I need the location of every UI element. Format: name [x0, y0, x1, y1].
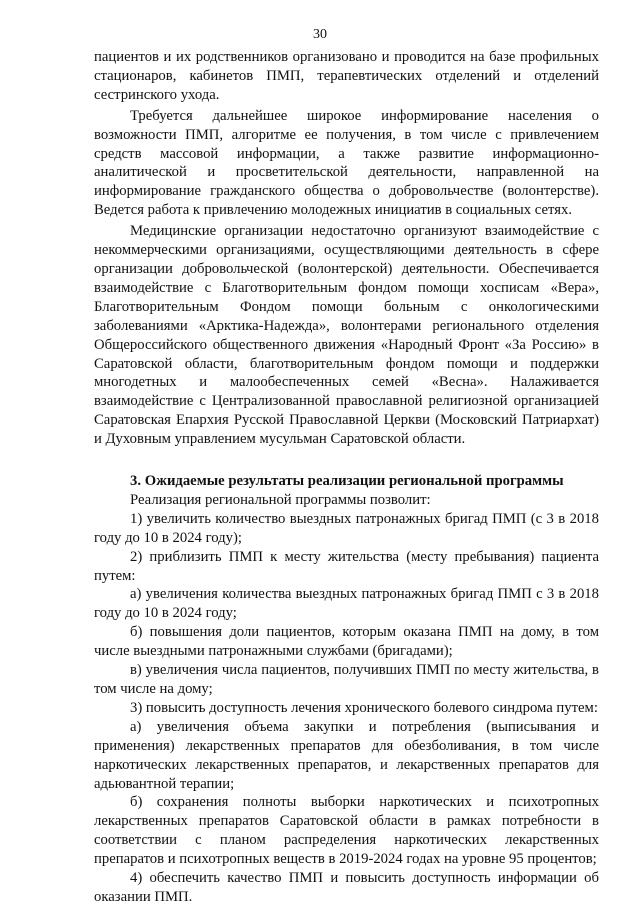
- list-item: 2) приблизить ПМП к месту жительства (месту пребывания) пациента путем:: [94, 548, 599, 584]
- page-number: 30: [313, 27, 327, 42]
- list-subitem: б) сохранения полноты выборки наркотических и психотропных лекарственных препаратов Саратовской области в рамках потребности в соответствии с планом распределения наркотических лекарственных препаратов и психотропных веществ в 2019-2024 годах на уровне 95 процентов;: [94, 794, 599, 868]
- paragraph-continuation: пациентов и их родственников организовано и проводится на базе профильных стационаров, кабинетов ПМП, терапевтических отделений и отделений сестринского ухода.: [94, 49, 599, 103]
- list-item: 1) увеличить количество выездных патронажных бригад ПМП (с 3 в 2018 году до 10 в 2024 году);: [94, 510, 599, 546]
- list-subitem: в) увеличения числа пациентов, получивших ПМП по месту жительства, в том числе на дому;: [94, 662, 599, 697]
- page-body: [94, 48, 599, 907]
- paragraph-informing: Требуется дальнейшее широкое информирование населения о возможности ПМП, алгоритме ее получения, в том числе с привлечением средств массовой информации, а также развитие информационно-аналитической и просветительской деятельности, направленной на информирование гражданского общества о добровольчестве (волонтерстве). Ведется работа к привлечению молодежных инициатив в социальных сетях.: [94, 107, 599, 219]
- list-subitem: а) увеличения количества выездных патронажных бригад ПМП с 3 в 2018 году до 10 в 2024 году;: [94, 586, 599, 622]
- list-subitem: а) увеличения объема закупки и потребления (выписывания и применения) лекарственных препаратов для обезболивания, в том числе наркотических лекарственных препаратов, и лекарственных препаратов для адьювантной терапии;: [94, 718, 599, 792]
- list-intro: Реализация региональной программы позволит:: [130, 491, 431, 508]
- paragraph-cooperation: Медицинские организации недостаточно организуют взаимодействие с некоммерческими организациями, осуществляющими деятельность в сфере организации добровольческой (волонтерской) деятельности. Обеспечивается взаимодействие с Благотворительным фондом помощи хосписам «Вера», Благотворительным Фондом помощи больным с онкологическими заболеваниями «Арктика-Надежда», волонтерами регионального отделения Общероссийского общественного движения «Народный Фронт «За Россию» в Саратовской области, благотворительным фондом помощи и поддержки многодетных и малообеспеченных семей «Весна». Налаживается взаимодействие с Централизованной православной религиозной организацией Саратовская Епархия Русской Православной Церкви (Московский Патриархат) и Духовным управлением мусульман Саратовской области.: [94, 223, 599, 448]
- list-subitem: б) повышения доли пациентов, которым оказана ПМП на дому, в том числе выездными патронажными службами (бригадами);: [94, 624, 599, 660]
- list-item: 4) обеспечить качество ПМП и повысить доступность информации об оказании ПМП.: [94, 870, 599, 905]
- list-item: 3) повысить доступность лечения хронического болевого синдрома путем:: [130, 699, 598, 716]
- section-heading: 3. Ожидаемые результаты реализации региональной программы: [130, 473, 564, 490]
